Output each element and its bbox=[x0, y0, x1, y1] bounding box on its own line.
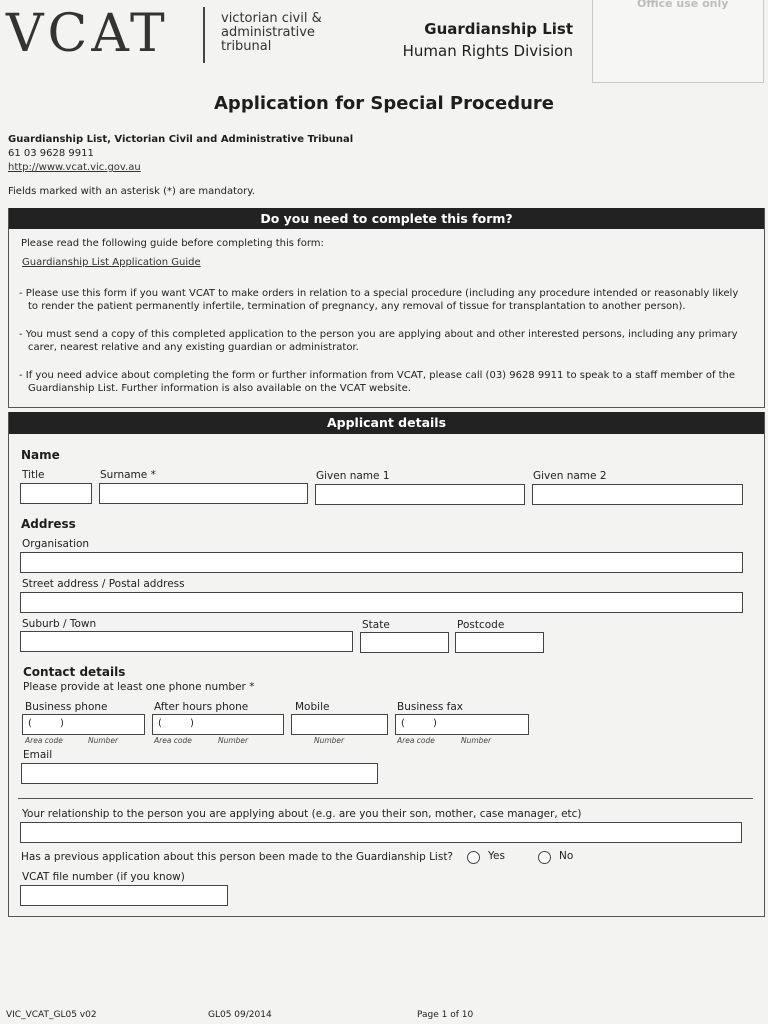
contact-phone: 61 03 9628 9911 bbox=[8, 148, 94, 159]
mandatory-note: Fields marked with an asterisk (*) are mandatory. bbox=[8, 186, 255, 197]
area-code-hint: Area code bbox=[25, 736, 63, 745]
office-use-box bbox=[592, 0, 764, 83]
name-heading: Name bbox=[21, 448, 60, 462]
vcat-logo: VCAT bbox=[6, 4, 169, 64]
file-number-label: VCAT file number (if you know) bbox=[22, 871, 185, 883]
title-label: Title bbox=[22, 469, 45, 481]
number-hint: Number bbox=[218, 736, 249, 745]
business-phone-label: Business phone bbox=[25, 701, 108, 713]
phone-note: Please provide at least one phone number * bbox=[23, 681, 255, 693]
business-fax-input[interactable] bbox=[395, 714, 529, 735]
given-name-1-input[interactable] bbox=[315, 484, 525, 505]
suburb-label: Suburb / Town bbox=[22, 618, 97, 630]
organisation-label: Organisation bbox=[22, 538, 90, 550]
yes-label: Yes bbox=[488, 850, 505, 862]
logo-line-3: tribunal bbox=[221, 39, 272, 54]
suburb-input[interactable] bbox=[20, 631, 353, 652]
no-label: No bbox=[559, 850, 574, 862]
paren-open: ( bbox=[158, 718, 162, 729]
given-name-2-input[interactable] bbox=[532, 484, 743, 505]
contact-org: Guardianship List, Victorian Civil and Administrative Tribunal bbox=[8, 134, 354, 145]
title-input[interactable] bbox=[20, 483, 92, 504]
address-heading: Address bbox=[21, 517, 76, 531]
street-label: Street address / Postal address bbox=[22, 578, 185, 590]
bullet-2-line-1: - You must send a copy of this completed application to the person you are applying about and other interested persons, including any primary bbox=[19, 329, 738, 340]
postcode-label: Postcode bbox=[457, 619, 505, 631]
no-radio[interactable] bbox=[538, 851, 551, 864]
given-name-1-label: Given name 1 bbox=[316, 470, 390, 482]
email-input[interactable] bbox=[21, 763, 378, 784]
relationship-label: Your relationship to the person you are applying about (e.g. are you their son, mother, case manager, etc) bbox=[22, 808, 582, 820]
bullet-3-line-2: Guardianship List. Further information is also available on the VCAT website. bbox=[28, 383, 411, 394]
section-guidance-heading: Do you need to complete this form? bbox=[9, 208, 764, 229]
area-code-hint: Area code bbox=[154, 736, 192, 745]
logo-subtitle bbox=[221, 12, 322, 54]
area-code-hint: Area code bbox=[397, 736, 435, 745]
division-name: Human Rights Division bbox=[402, 42, 573, 60]
after-hours-input[interactable] bbox=[152, 714, 284, 735]
guide-link[interactable]: Guardianship List Application Guide bbox=[22, 257, 201, 268]
email-label: Email bbox=[23, 749, 53, 761]
number-hint: Number bbox=[461, 736, 492, 745]
street-input[interactable] bbox=[20, 592, 743, 613]
number-hint: Number bbox=[88, 736, 119, 745]
given-name-2-label: Given name 2 bbox=[533, 470, 607, 482]
relationship-input[interactable] bbox=[20, 822, 742, 843]
paren-open: ( bbox=[401, 718, 405, 729]
section-applicant-heading: Applicant details bbox=[9, 412, 764, 434]
paren-close: ) bbox=[190, 718, 194, 729]
yes-radio[interactable] bbox=[467, 851, 480, 864]
footer-form: GL05 09/2014 bbox=[208, 1010, 272, 1020]
business-fax-label: Business fax bbox=[397, 701, 463, 713]
after-hours-label: After hours phone bbox=[154, 701, 249, 713]
organisation-input[interactable] bbox=[20, 552, 743, 573]
surname-label: Surname * bbox=[100, 469, 156, 481]
bullet-1-line-1: - Please use this form if you want VCAT to make orders in relation to a special procedure (including any procedure intended or reasonably likely bbox=[19, 288, 739, 299]
paren-close: ) bbox=[60, 718, 64, 729]
mobile-input[interactable] bbox=[291, 714, 388, 735]
surname-input[interactable] bbox=[99, 483, 308, 504]
bullet-2-line-2: carer, nearest relative and any existing guardian or administrator. bbox=[28, 342, 359, 353]
list-name: Guardianship List bbox=[424, 20, 573, 38]
logo-line-2: administrative bbox=[221, 25, 315, 40]
page-number: Page 1 of 10 bbox=[417, 1010, 474, 1020]
number-hint: Number bbox=[314, 736, 345, 745]
mobile-label: Mobile bbox=[295, 701, 330, 713]
postcode-input[interactable] bbox=[455, 632, 544, 653]
page-title: Application for Special Procedure bbox=[214, 93, 554, 114]
website-link[interactable]: http://www.vcat.vic.gov.au bbox=[8, 162, 141, 173]
business-phone-input[interactable] bbox=[22, 714, 145, 735]
state-input[interactable] bbox=[360, 632, 449, 653]
guidance-intro: Please read the following guide before completing this form: bbox=[21, 238, 324, 249]
logo-line-1: victorian civil & bbox=[221, 11, 322, 26]
previous-application-question: Has a previous application about this person been made to the Guardianship List? bbox=[21, 851, 454, 863]
file-number-input[interactable] bbox=[20, 885, 228, 906]
state-label: State bbox=[362, 619, 390, 631]
divider bbox=[18, 798, 753, 799]
contact-heading: Contact details bbox=[23, 665, 126, 679]
paren-open: ( bbox=[28, 718, 32, 729]
footer-code: VIC_VCAT_GL05 v02 bbox=[6, 1010, 97, 1020]
bullet-1-line-2: to render the patient permanently infertile, termination of pregnancy, any removal of tissue for transplantation to another person). bbox=[28, 301, 686, 312]
paren-close: ) bbox=[433, 718, 437, 729]
logo-divider bbox=[203, 7, 205, 63]
bullet-3-line-1: - If you need advice about completing the form or further information from VCAT, please call (03) 9628 9911 to speak to a staff member of the bbox=[19, 370, 736, 381]
office-use-label: Office use only bbox=[637, 0, 729, 10]
